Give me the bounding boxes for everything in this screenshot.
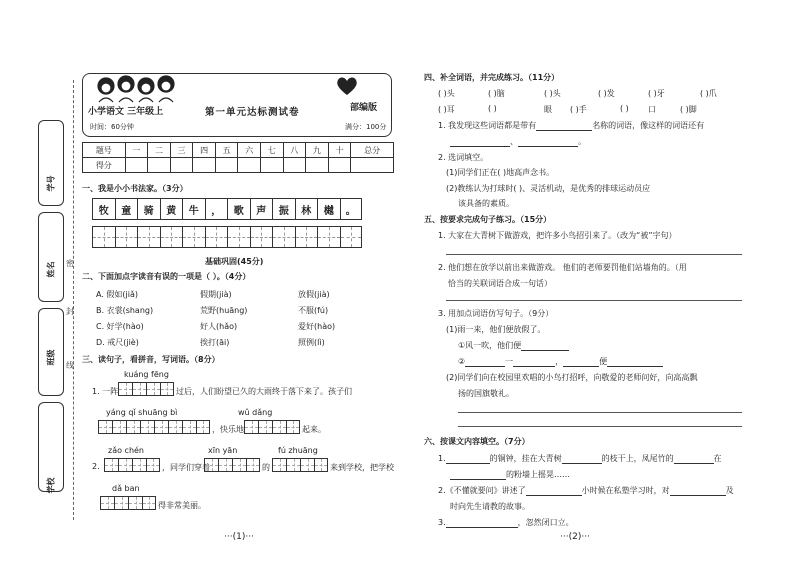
score-cell: 八 <box>283 143 306 158</box>
model-char: 歌 <box>227 198 250 220</box>
q6-2-b: 小时候在私塾学习时，对 <box>581 486 670 495</box>
s1b-text2: 起来。 <box>302 425 326 434</box>
write-cell[interactable] <box>258 420 272 434</box>
q4-2c: 该具备的素质。 <box>458 199 514 208</box>
write-cell[interactable] <box>132 382 146 396</box>
q6-2-c: 及 <box>725 486 734 495</box>
score-input-cell[interactable] <box>261 158 284 173</box>
score-input-cell[interactable] <box>193 158 216 173</box>
write-cell[interactable] <box>196 420 210 434</box>
score-cell: 一 <box>125 143 148 158</box>
answer-line[interactable] <box>446 300 742 301</box>
s2-number: 2. <box>92 462 100 471</box>
model-char: 声 <box>250 198 273 220</box>
practice-cell[interactable] <box>250 226 273 248</box>
q6-1-line2 <box>450 469 570 480</box>
answer-blank[interactable] <box>562 455 602 464</box>
score-input-cell[interactable] <box>283 158 306 173</box>
score-cell: 十 <box>328 143 351 158</box>
pinyin-yangqishuangbi: yáng qǐ shuāng bì <box>106 408 178 417</box>
q4-word2-2[interactable]: ( ) <box>488 104 497 113</box>
q3-title: 三、读句子，看拼音，写词语。（8分） <box>82 355 220 364</box>
subject-label: 小学语文 三年级上 <box>88 107 164 117</box>
model-char: 骑 <box>137 198 160 220</box>
model-char: 黄 <box>160 198 183 220</box>
q5-2: 2. 他们想在放学以前出来做游戏。 他们的老师要罚他们站墙角的。（用 <box>438 263 687 272</box>
practice-cell[interactable] <box>160 226 183 248</box>
answer-blank[interactable] <box>670 487 726 496</box>
q6-2-line2: 时向先生请教的故事。 <box>450 502 530 511</box>
q4-word-2[interactable]: ( )脑 <box>488 89 505 98</box>
q2-option-d3: 照例(lì) <box>298 338 325 347</box>
q4-1-b: 名称的词语，像这样的词语还有 <box>592 121 705 130</box>
edition-label: 部编版 <box>350 103 378 113</box>
answer-box-xinyan[interactable] <box>204 458 260 472</box>
pinyin-daban: dǎ ban <box>112 484 140 493</box>
write-cell[interactable] <box>118 382 132 396</box>
q4-1-a: 1. 我发现这些词语都是带有 <box>438 121 537 130</box>
score-input-cell[interactable] <box>170 158 193 173</box>
score-cell: 九 <box>306 143 329 158</box>
s2-text2: 的 <box>262 463 270 472</box>
score-cell: 四 <box>193 143 216 158</box>
practice-cell[interactable] <box>137 226 160 248</box>
q4-word2-6: 口 <box>648 105 656 114</box>
q4-word2-5[interactable]: ( ) <box>620 104 629 113</box>
score-input-cell[interactable] <box>351 158 394 173</box>
answer-blank[interactable] <box>446 519 518 528</box>
write-cell[interactable] <box>128 496 142 510</box>
q4-word2-4[interactable]: ( )手 <box>570 105 587 114</box>
answer-blank[interactable] <box>518 138 578 147</box>
write-cell[interactable] <box>182 420 196 434</box>
s1-text: 过后，人们盼望已久的大雨终于落下来了。孩子们 <box>176 387 352 396</box>
pinyin-kuangfeng: kuáng fēng <box>124 370 169 379</box>
write-cell[interactable] <box>132 458 146 472</box>
q2-option-c2: 好人(hǎo) <box>200 322 238 331</box>
pinyin-wudang: wǔ dǎng <box>238 408 273 417</box>
heart-icon <box>336 76 358 96</box>
write-cell[interactable] <box>114 496 128 510</box>
answer-box-kuangfeng[interactable] <box>118 382 174 396</box>
pinyin-zaochen: zǎo chén <box>108 446 144 455</box>
score-table-header-row <box>83 143 394 158</box>
q5-3a2-a: ② <box>458 357 466 366</box>
q6-2-a: 2.《不懂就要问》讲述了 <box>438 486 526 495</box>
answer-blank[interactable] <box>563 358 599 367</box>
q4-word2-1[interactable]: ( )耳 <box>438 105 455 114</box>
q6-1-c: 的枝干上，凤尾竹的 <box>601 454 674 463</box>
time-limit: 时间：60分钟 <box>90 123 134 131</box>
score-table <box>82 142 394 173</box>
q6-3-b: ，忽然闭口立。 <box>517 518 574 527</box>
q2-title: 二、下面加点字读音有误的一项是（ ）。（4分） <box>82 272 251 281</box>
class-label: 班级 <box>46 349 56 366</box>
score-cell: 总分 <box>351 143 394 158</box>
binding-strip <box>30 100 70 500</box>
q6-1-b: 的铜钟，挂在大青树 <box>489 454 562 463</box>
score-input-cell[interactable] <box>238 158 261 173</box>
q5-3a2 <box>458 356 663 367</box>
answer-box-daban[interactable] <box>100 496 156 510</box>
q2-option-d1[interactable]: D. 戒尺(jiè) <box>96 338 139 347</box>
practice-cell[interactable] <box>92 226 115 248</box>
q6-3-a: 3. <box>438 518 446 527</box>
answer-blank[interactable] <box>450 138 510 147</box>
write-cell[interactable] <box>112 420 126 434</box>
q6-2 <box>438 485 734 496</box>
q4-1-d: 。 <box>578 137 586 146</box>
model-char: 振 <box>272 198 295 220</box>
write-cell[interactable] <box>98 420 112 434</box>
practice-cell[interactable] <box>317 226 340 248</box>
answer-blank[interactable] <box>513 358 555 367</box>
answer-blank[interactable] <box>446 455 490 464</box>
q2-option-b3: 不服(fú) <box>298 306 329 315</box>
s2-text1: ，同学们穿着 <box>162 463 210 472</box>
write-cell[interactable] <box>142 496 156 510</box>
write-cell[interactable] <box>272 458 286 472</box>
answer-blank[interactable] <box>607 358 663 367</box>
write-cell[interactable] <box>140 420 154 434</box>
answer-box-yangqishuangbi[interactable] <box>98 420 210 434</box>
answer-blank[interactable] <box>674 455 714 464</box>
score-input-cell[interactable] <box>306 158 329 173</box>
practice-cell[interactable] <box>227 226 250 248</box>
write-cell[interactable] <box>126 420 140 434</box>
answer-box-wudang[interactable] <box>244 420 300 434</box>
write-cell[interactable] <box>244 420 258 434</box>
write-cell[interactable] <box>272 420 286 434</box>
q4-word-4[interactable]: ( )发 <box>598 89 615 98</box>
score-cell: 六 <box>238 143 261 158</box>
model-char: 牧 <box>92 198 115 220</box>
q6-1-a: 1. <box>438 454 446 463</box>
write-cell[interactable] <box>100 496 114 510</box>
pinyin-xinyan: xīn yān <box>208 446 238 455</box>
write-cell[interactable] <box>168 420 182 434</box>
q2-option-c3: 爱好(hào) <box>298 322 336 331</box>
q5-3b2: 扬的国旗敬礼。 <box>458 389 514 398</box>
s1-number: 1. 一阵 <box>92 387 119 396</box>
answer-line[interactable] <box>458 426 742 427</box>
model-char: 林 <box>295 198 318 220</box>
write-cell[interactable] <box>314 458 328 472</box>
full-score: 满分：100分 <box>345 123 387 131</box>
score-input-cell[interactable] <box>328 158 351 173</box>
pinyin-fuzhuang: fú zhuāng <box>278 446 318 455</box>
q1-title: 一、我是小小书法家。（3分） <box>82 184 188 193</box>
answer-blank[interactable] <box>526 487 582 496</box>
model-char: ， <box>205 198 228 220</box>
q4-2: 2. 选词填空。 <box>438 153 489 162</box>
score-input-cell[interactable] <box>125 158 148 173</box>
q5-3a2-d: 便 <box>599 357 608 366</box>
model-char: 樾 <box>317 198 340 220</box>
seal-mark-feng: 封 <box>66 307 74 316</box>
answer-line[interactable] <box>446 254 742 255</box>
write-cell[interactable] <box>154 420 168 434</box>
practice-cell[interactable] <box>115 226 138 248</box>
score-cell: 二 <box>148 143 171 158</box>
write-cell[interactable] <box>146 458 160 472</box>
q6-1-e: 的粉墙上摇晃…… <box>506 470 570 479</box>
answer-line[interactable] <box>458 412 742 413</box>
q2-option-a2: 假期(jià) <box>200 290 232 299</box>
write-cell[interactable] <box>218 458 232 472</box>
q4-word-1[interactable]: ( )头 <box>438 89 455 98</box>
q5-title: 五、按要求完成句子练习。（15分） <box>424 215 552 224</box>
answer-blank[interactable] <box>536 122 592 131</box>
write-cell[interactable] <box>118 458 132 472</box>
q4-word2-7[interactable]: ( )脚 <box>680 105 697 114</box>
q2-option-b1[interactable]: B. 衣裳(shang) <box>96 306 154 315</box>
seal-mark-mi: 密 <box>66 259 74 268</box>
seal-mark-xian: 线 <box>66 361 74 370</box>
practice-cell[interactable] <box>295 226 318 248</box>
model-char: 童 <box>115 198 138 220</box>
s2-text3: 来到学校，把学校 <box>330 463 394 472</box>
q4-1-text <box>438 120 704 131</box>
practice-cell[interactable] <box>340 226 363 248</box>
q4-word-5[interactable]: ( )牙 <box>648 89 665 98</box>
model-char: 。 <box>340 198 363 220</box>
q2-option-a1[interactable]: A. 假如(jiǎ) <box>96 290 139 299</box>
q5-3a1 <box>458 340 569 351</box>
answer-blank[interactable] <box>521 342 569 351</box>
write-cell[interactable] <box>146 382 160 396</box>
answer-box-fuzhuang[interactable] <box>272 458 328 472</box>
answer-blank[interactable] <box>450 471 506 480</box>
q4-1-line2 <box>450 136 586 147</box>
answer-blank[interactable] <box>465 358 505 367</box>
q6-1-d: 在 <box>713 454 722 463</box>
q6-3 <box>438 517 574 528</box>
section-basic: 基础巩固(45分) <box>205 257 264 266</box>
q6-title: 六、按课文内容填空。（7分） <box>424 437 530 446</box>
score-cell: 三 <box>170 143 193 158</box>
write-cell[interactable] <box>232 458 246 472</box>
write-cell[interactable] <box>204 458 218 472</box>
write-cell[interactable] <box>104 458 118 472</box>
q5-3a1-text: ①风一吹，他们便 <box>458 341 522 350</box>
q4-1-c: 、 <box>510 137 518 146</box>
s1b-text1: ，快乐地 <box>212 425 244 434</box>
s2b-text: 得非常美丽。 <box>158 501 206 510</box>
q4-2b[interactable]: (2)教练认为打球时( )、灵活机动，是优秀的排球运动员应 <box>446 184 651 193</box>
calligraphy-model-row <box>92 198 362 220</box>
score-cell: 七 <box>261 143 284 158</box>
score-input-cell[interactable] <box>215 158 238 173</box>
q2-option-d2: 挨打(āi) <box>200 338 230 347</box>
write-cell[interactable] <box>286 420 300 434</box>
practice-cell[interactable] <box>205 226 228 248</box>
write-cell[interactable] <box>300 458 314 472</box>
page-number-left: ···(1)··· <box>224 532 254 542</box>
q4-word-3[interactable]: ( )头 <box>544 89 561 98</box>
write-cell[interactable] <box>160 382 174 396</box>
write-cell[interactable] <box>286 458 300 472</box>
page-number-right: ···(2)··· <box>560 532 590 542</box>
q4-word2-3: 眼 <box>544 105 552 114</box>
seal-line <box>73 80 74 520</box>
q4-word-6[interactable]: ( )爪 <box>700 89 717 98</box>
q2-option-a3: 放假(jià) <box>298 290 330 299</box>
practice-cell[interactable] <box>272 226 295 248</box>
children-illustration <box>94 72 184 106</box>
q4-2a[interactable]: (1)同学们正在( )地高声念书。 <box>446 168 555 177</box>
name-label: 姓名 <box>46 261 56 278</box>
q5-3a2-b: 一 <box>505 357 514 366</box>
model-char: 牛 <box>182 198 205 220</box>
exam-title: 第一单元达标测试卷 <box>205 107 300 118</box>
score-input-cell[interactable] <box>148 158 171 173</box>
q6-1 <box>438 453 722 464</box>
calligraphy-practice-row <box>92 226 362 248</box>
practice-cell[interactable] <box>182 226 205 248</box>
name-box[interactable] <box>38 212 64 302</box>
q5-2b: 恰当的关联词语合成一句话） <box>448 279 552 288</box>
score-table-score-row <box>83 158 394 173</box>
q2-option-c1[interactable]: C. 好学(hào) <box>96 322 144 331</box>
score-row-label: 得分 <box>83 158 126 173</box>
score-cell: 题号 <box>83 143 126 158</box>
q5-1: 1. 大家在大青树下做游戏，把许多小鸟招引来了。（改为“被”字句） <box>438 231 677 240</box>
score-cell: 五 <box>215 143 238 158</box>
q5-3: 3. 用加点词语仿写句子。（9分） <box>438 309 554 318</box>
school-label: 学校 <box>46 477 56 494</box>
student-id-label: 学号 <box>46 175 56 192</box>
q5-3a: (1)雨一来，他们便放假了。 <box>446 325 546 334</box>
answer-box-zaochen[interactable] <box>104 458 160 472</box>
q5-3a2-c: ， <box>555 357 564 366</box>
write-cell[interactable] <box>246 458 260 472</box>
q2-option-b2: 荒野(huāng) <box>200 306 248 315</box>
q5-3b: (2)同学们向在校园里欢唱的小鸟打招呼，向敬爱的老师问好，向高高飘 <box>446 373 698 382</box>
q4-title: 四、补全词语，并完成练习。（11分） <box>424 73 560 82</box>
